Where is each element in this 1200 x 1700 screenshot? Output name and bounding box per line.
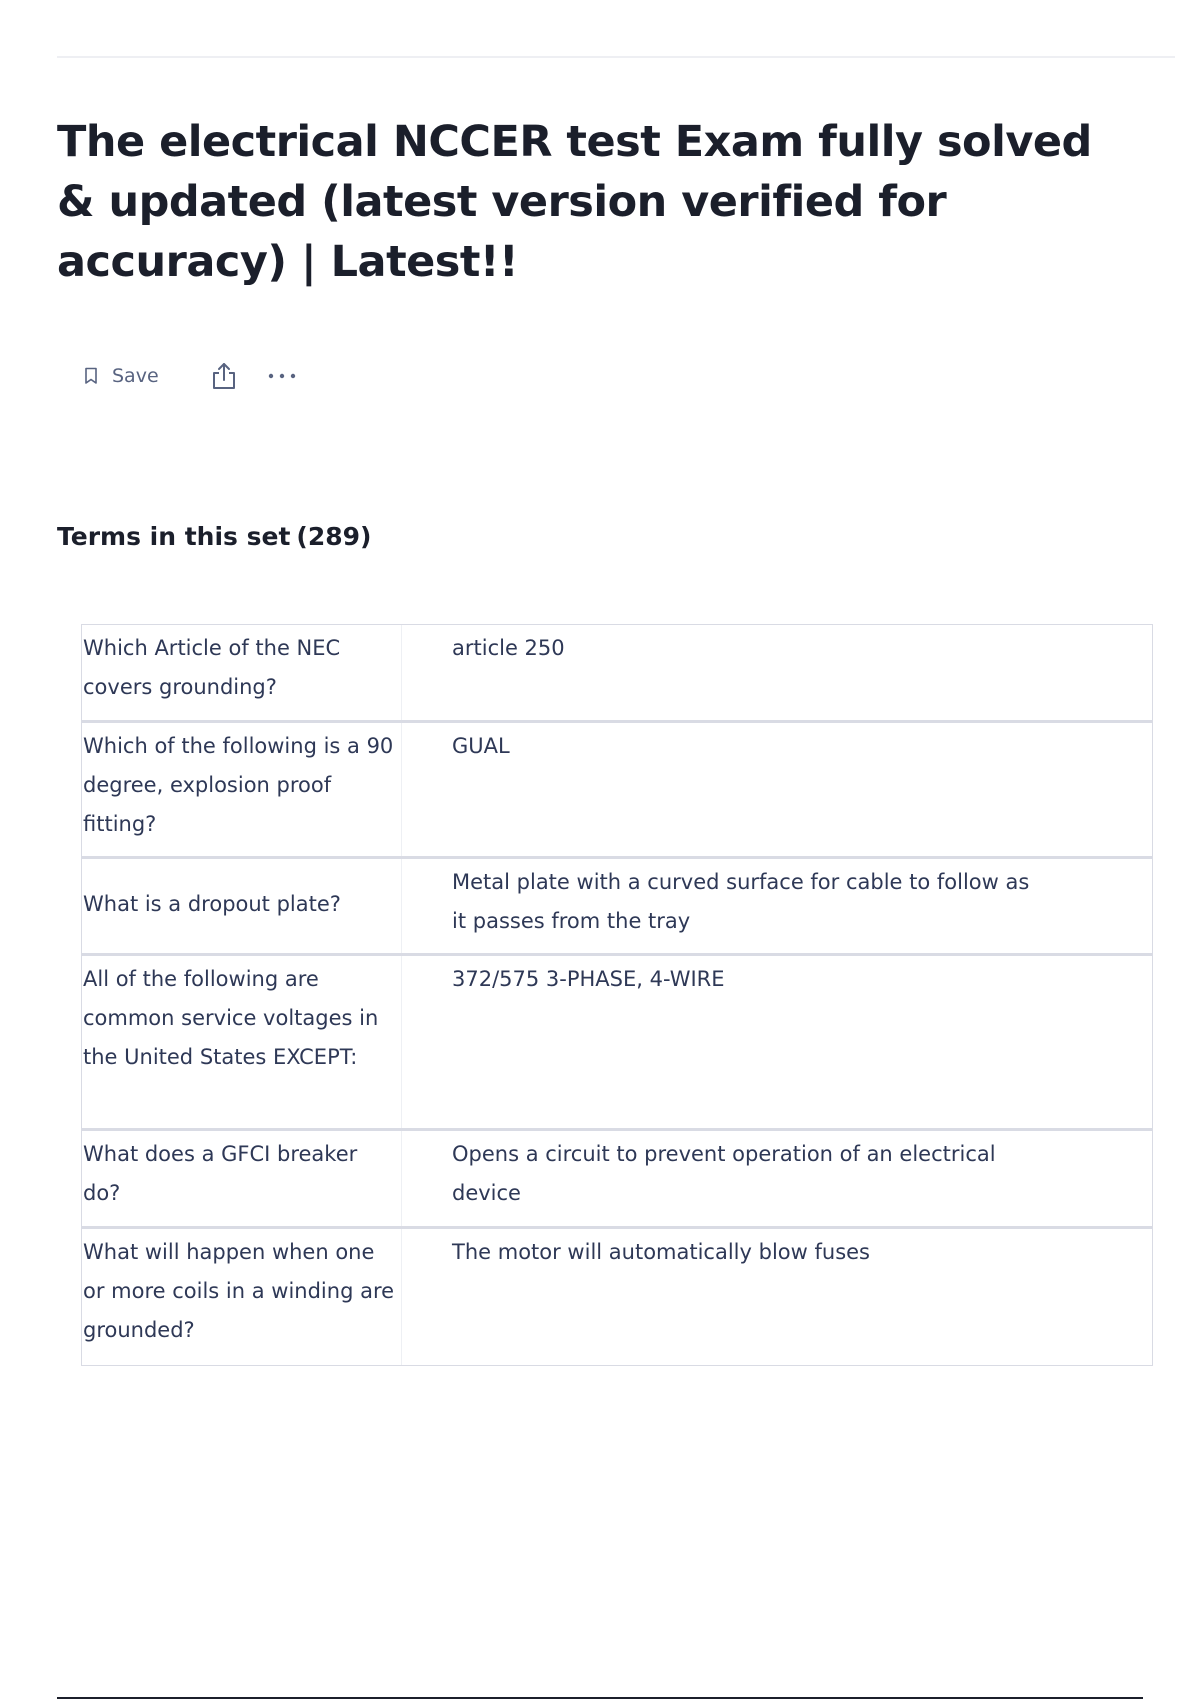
terms-heading-label: Terms in this set (57, 522, 291, 551)
term-row (82, 1229, 1152, 1365)
bookmark-icon (84, 367, 98, 385)
terms-table (81, 624, 1153, 1366)
term-cell: What is a dropout plate? (82, 859, 402, 953)
term-cell: What does a GFCI breaker do? (82, 1131, 402, 1226)
bottom-divider (57, 1697, 1143, 1699)
term-cell: All of the following are common service voltages in the United States EXCEPT: (82, 956, 402, 1128)
term-row (82, 723, 1152, 859)
top-divider (57, 56, 1175, 58)
definition-cell: GUAL (452, 734, 510, 758)
term-cell: Which Article of the NEC covers grounding? (82, 625, 402, 720)
term-cell: Which of the following is a 90 degree, explosion proof fitting? (82, 723, 402, 856)
save-button[interactable] (84, 365, 159, 387)
term-row (82, 1131, 1152, 1229)
page-title: The electrical NCCER test Exam fully solved & updated (latest version verified for accuracy) | Latest!! (57, 117, 1092, 287)
definition-cell: Opens a circuit to prevent operation of an electrical device (452, 1142, 996, 1205)
term-row (82, 859, 1152, 956)
definition-cell: The motor will automatically blow fuses (452, 1240, 870, 1264)
share-button[interactable] (211, 361, 237, 391)
terms-count: (289) (296, 522, 372, 551)
term-row (82, 625, 1152, 723)
definition-cell: 372/575 3-PHASE, 4-WIRE (452, 967, 725, 991)
terms-heading (57, 522, 371, 551)
definition-cell: article 250 (452, 636, 565, 660)
more-options-button[interactable] (267, 372, 297, 380)
share-icon (211, 361, 237, 391)
term-cell: What will happen when one or more coils in a winding are grounded? (82, 1229, 402, 1365)
action-bar (84, 356, 297, 396)
save-button-label: Save (112, 365, 159, 387)
more-icon (267, 372, 297, 380)
definition-cell: Metal plate with a curved surface for cable to follow as it passes from the tray (452, 870, 1030, 933)
term-row (82, 956, 1152, 1131)
